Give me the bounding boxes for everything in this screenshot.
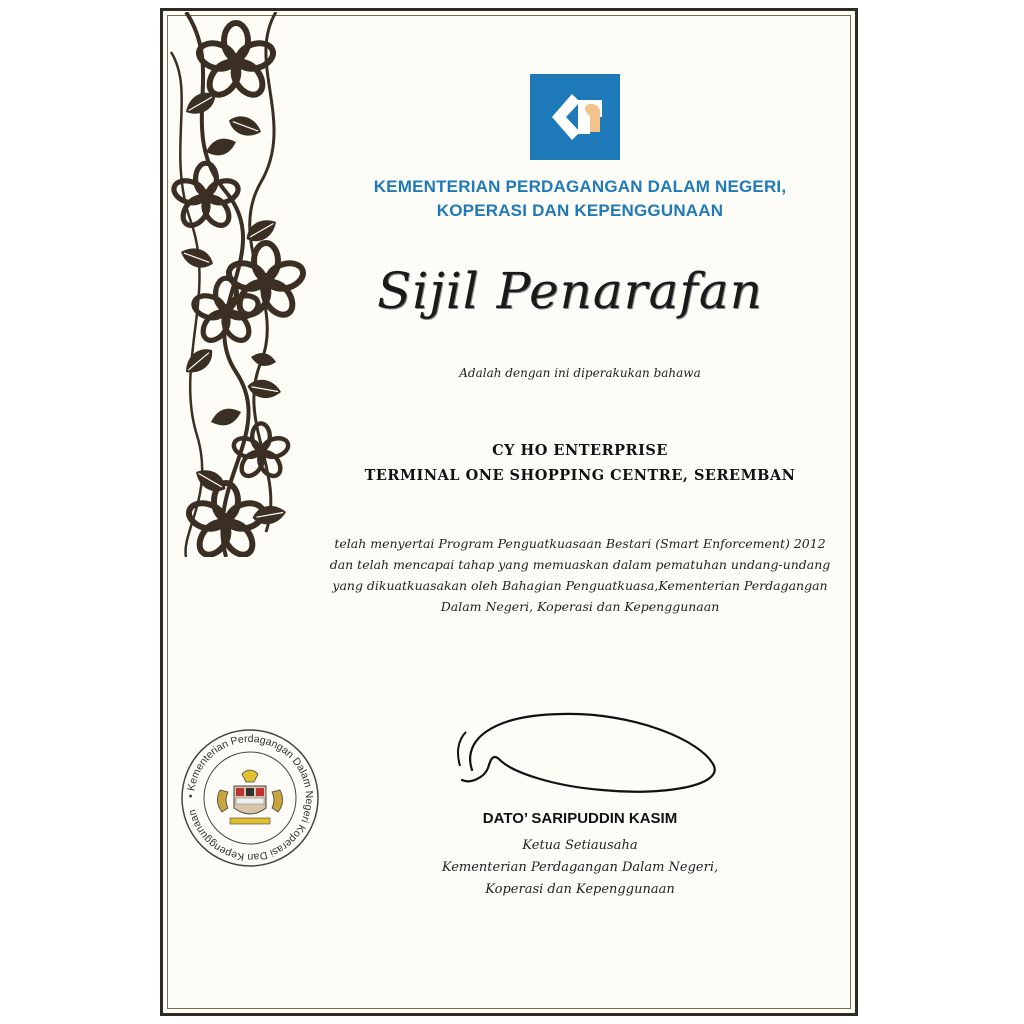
seal-ring-text: • Kementerian Perdagangan Dalam Negeri Koperasi Dan Kepenggunaan [184, 732, 316, 864]
ministry-name-line1: KEMENTERIAN PERDAGANGAN DALAM NEGERI, [373, 177, 787, 196]
signatory-name: DATO’ SARIPUDDIN KASIM [482, 810, 678, 827]
certificate-title: Sijil Penarafan [377, 262, 763, 320]
body-text-line: Dalam Negeri, Koperasi dan Kepenggunaan [440, 599, 720, 614]
certify-statement: Adalah dengan ini diperakukan bahawa [459, 366, 701, 380]
handwritten-signature [452, 700, 722, 800]
body-text-line: yang dikuatkuasakan oleh Bahagian Penguatkuasa,Kementerian Perdagangan [332, 578, 828, 593]
body-text-line: telah menyertai Program Penguatkuasaan Bestari (Smart Enforcement) 2012 [334, 536, 826, 551]
body-text-line: dan telah mencapai tahap yang memuaskan dalam pematuhan undang-undang [329, 557, 831, 572]
signatory-position: Ketua Setiausaha [522, 838, 638, 853]
recipient-location: TERMINAL ONE SHOPPING CENTRE, SEREMBAN [364, 467, 796, 484]
ministry-name-line2: KOPERASI DAN KEPENGGUNAAN [436, 201, 724, 220]
signatory-org-line2: Koperasi dan Kepenggunaan [485, 882, 675, 897]
signatory-org-line1: Kementerian Perdagangan Dalam Negeri, [441, 860, 719, 875]
recipient-name: CY HO ENTERPRISE [492, 442, 668, 459]
floral-ornament-icon [166, 12, 316, 557]
ministry-logo-icon [530, 74, 620, 160]
official-seal-icon [178, 726, 322, 870]
coat-of-arms-icon [217, 770, 282, 824]
